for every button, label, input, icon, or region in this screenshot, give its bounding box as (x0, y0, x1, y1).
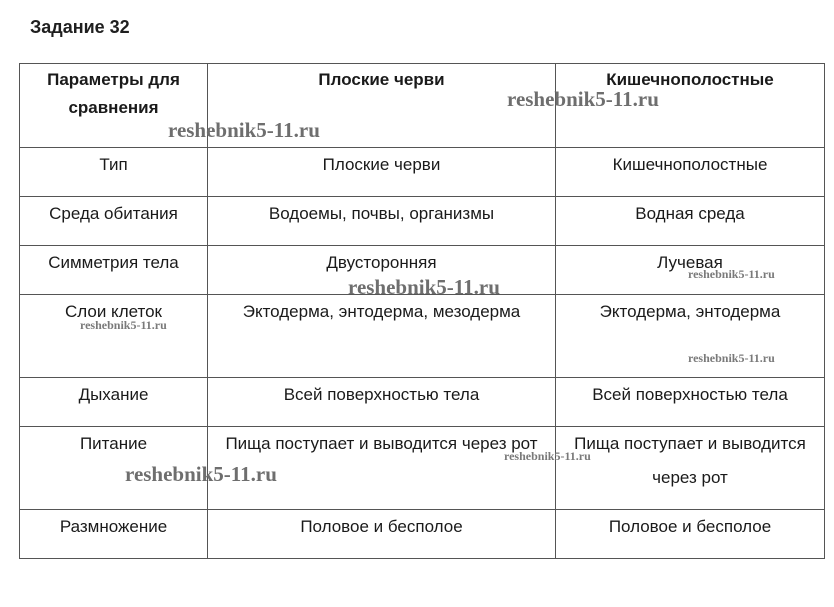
watermark: reshebnik5-11.ru (688, 267, 775, 281)
table-cell: Всей поверхностью тела (556, 378, 825, 427)
table-cell: Лучевая (556, 246, 825, 295)
table-row (20, 510, 825, 559)
table-cell: Водоемы, почвы, организмы (208, 197, 556, 246)
table-cell: Пища поступает и выводится через рот (208, 427, 556, 510)
table-cell: Плоские черви (208, 148, 556, 197)
table-cell: Двусторонняя (208, 246, 556, 295)
table-cell: Половое и бесполое (556, 510, 825, 559)
watermark: reshebnik5-11.ru (348, 275, 500, 299)
table-cell: Эктодерма, энтодерма, мезодерма (208, 295, 556, 378)
table-cell: Слои клеток (20, 295, 208, 378)
task-title: Задание 32 (30, 17, 130, 37)
table-cell: Пища поступает и выводится через рот (556, 427, 825, 510)
watermark: reshebnik5-11.ru (504, 449, 591, 463)
table-cell: Размножение (20, 510, 208, 559)
header-cell-flatworms: Плоские черви (208, 64, 556, 148)
header-cell-cnidarians: Кишечнополостные (556, 64, 825, 148)
watermark: reshebnik5-11.ru (168, 118, 320, 142)
table-cell: Среда обитания (20, 197, 208, 246)
table-row (20, 246, 825, 295)
table-cell: Питание (20, 427, 208, 510)
table-row (20, 378, 825, 427)
table-row (20, 148, 825, 197)
table-cell: Дыхание (20, 378, 208, 427)
watermark: reshebnik5-11.ru (125, 462, 277, 486)
table-row (20, 197, 825, 246)
header-cell-parameters: Параметры для сравнения (20, 64, 208, 148)
watermark: reshebnik5-11.ru (688, 351, 775, 365)
table-row (20, 295, 825, 378)
comparison-table (19, 63, 825, 559)
table-cell: Половое и бесполое (208, 510, 556, 559)
table-cell: Водная среда (556, 197, 825, 246)
table-cell: Эктодерма, энтодерма (556, 295, 825, 378)
table-cell: Симметрия тела (20, 246, 208, 295)
watermark: reshebnik5-11.ru (507, 87, 659, 111)
table-cell: Тип (20, 148, 208, 197)
table-row (20, 427, 825, 510)
table-cell: Всей поверхностью тела (208, 378, 556, 427)
table-header-row (20, 64, 825, 148)
table-cell: Кишечнополостные (556, 148, 825, 197)
watermark: reshebnik5-11.ru (80, 318, 167, 332)
